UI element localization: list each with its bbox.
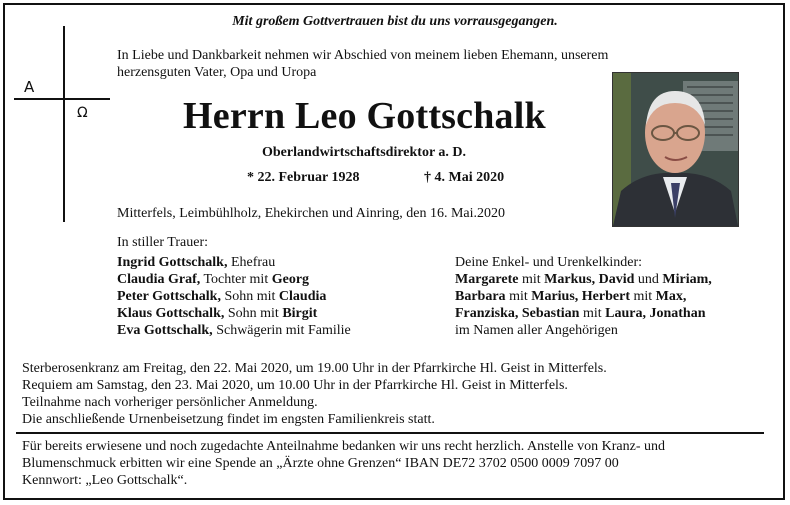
place-date: Mitterfels, Leimbühlholz, Ehekirchen und Ainring, den 16. Mai.2020 bbox=[117, 206, 506, 221]
list-item: Franziska, Sebastian mit Laura, Jonathan bbox=[455, 306, 706, 321]
deceased-name: Herrn Leo Gottschalk bbox=[183, 95, 546, 137]
intro-line-1: In Liebe und Dankbarkeit nehmen wir Abschied von meinem lieben Ehemann, unserem bbox=[117, 48, 609, 63]
list-item: Claudia Graf, Tochter mit Georg bbox=[117, 272, 310, 287]
deceased-title: Oberlandwirtschaftsdirektor a. D. bbox=[262, 145, 467, 160]
mourners-left-list bbox=[117, 254, 351, 339]
grandchildren-list bbox=[455, 254, 712, 339]
intro-line-2: herzensguten Vater, Opa und Uropa bbox=[117, 65, 317, 80]
alpha-symbol: A bbox=[24, 78, 35, 96]
list-item: Ingrid Gottschalk, Ehefrau bbox=[117, 255, 276, 270]
list-item: Barbara mit Marius, Herbert mit Max, bbox=[455, 289, 687, 304]
death-date: † 4. Mai 2020 bbox=[424, 170, 505, 185]
burial-line: Die anschließende Urnenbeisetzung findet im engsten Familienkreis statt. bbox=[22, 412, 435, 427]
thanks-block bbox=[22, 438, 665, 489]
list-item: Eva Gottschalk, Schwägerin mit Familie bbox=[117, 323, 351, 338]
mourners-heading: In stiller Trauer: bbox=[117, 235, 208, 250]
rosary-line: Sterberosenkranz am Freitag, den 22. Mai 2020, um 19.00 Uhr in der Pfarrkirche Hl. Geist in Mitterfels. bbox=[22, 361, 607, 376]
portrait-photo bbox=[612, 72, 739, 227]
service-details bbox=[22, 360, 607, 428]
donation-line: Blumenschmuck erbitten wir eine Spende an „Ärzte ohne Grenzen“ IBAN DE72 3702 0500 0009 7097 00 bbox=[22, 456, 619, 471]
divider bbox=[16, 432, 764, 434]
cross-icon bbox=[14, 26, 114, 226]
thanks-line: Für bereits erwiesene und noch zugedachte Anteilnahme bedanken wir uns recht herzlich. Anstelle von Kranz- und bbox=[22, 439, 666, 454]
requiem-line: Requiem am Samstag, den 23. Mai 2020, um 10.00 Uhr in der Pfarrkirche Hl. Geist in Mitterfels. bbox=[22, 378, 568, 393]
grandchildren-heading: Deine Enkel- und Urenkelkinder: bbox=[455, 255, 642, 270]
birth-date: * 22. Februar 1928 bbox=[247, 170, 360, 185]
list-item: Margarete mit Markus, David und Miriam, bbox=[455, 272, 712, 287]
list-item: Peter Gottschalk, Sohn mit Claudia bbox=[117, 289, 327, 304]
list-item: Klaus Gottschalk, Sohn mit Birgit bbox=[117, 306, 318, 321]
registration-line: Teilnahme nach vorheriger persönlicher Anmeldung. bbox=[22, 395, 318, 410]
motto: Mit großem Gottvertrauen bist du uns vorrausgegangen. bbox=[232, 14, 558, 29]
omega-symbol: Ω bbox=[77, 105, 88, 121]
keyword-line: Kennwort: „Leo Gottschalk“. bbox=[22, 473, 188, 488]
all-relatives: im Namen aller Angehörigen bbox=[455, 323, 618, 338]
